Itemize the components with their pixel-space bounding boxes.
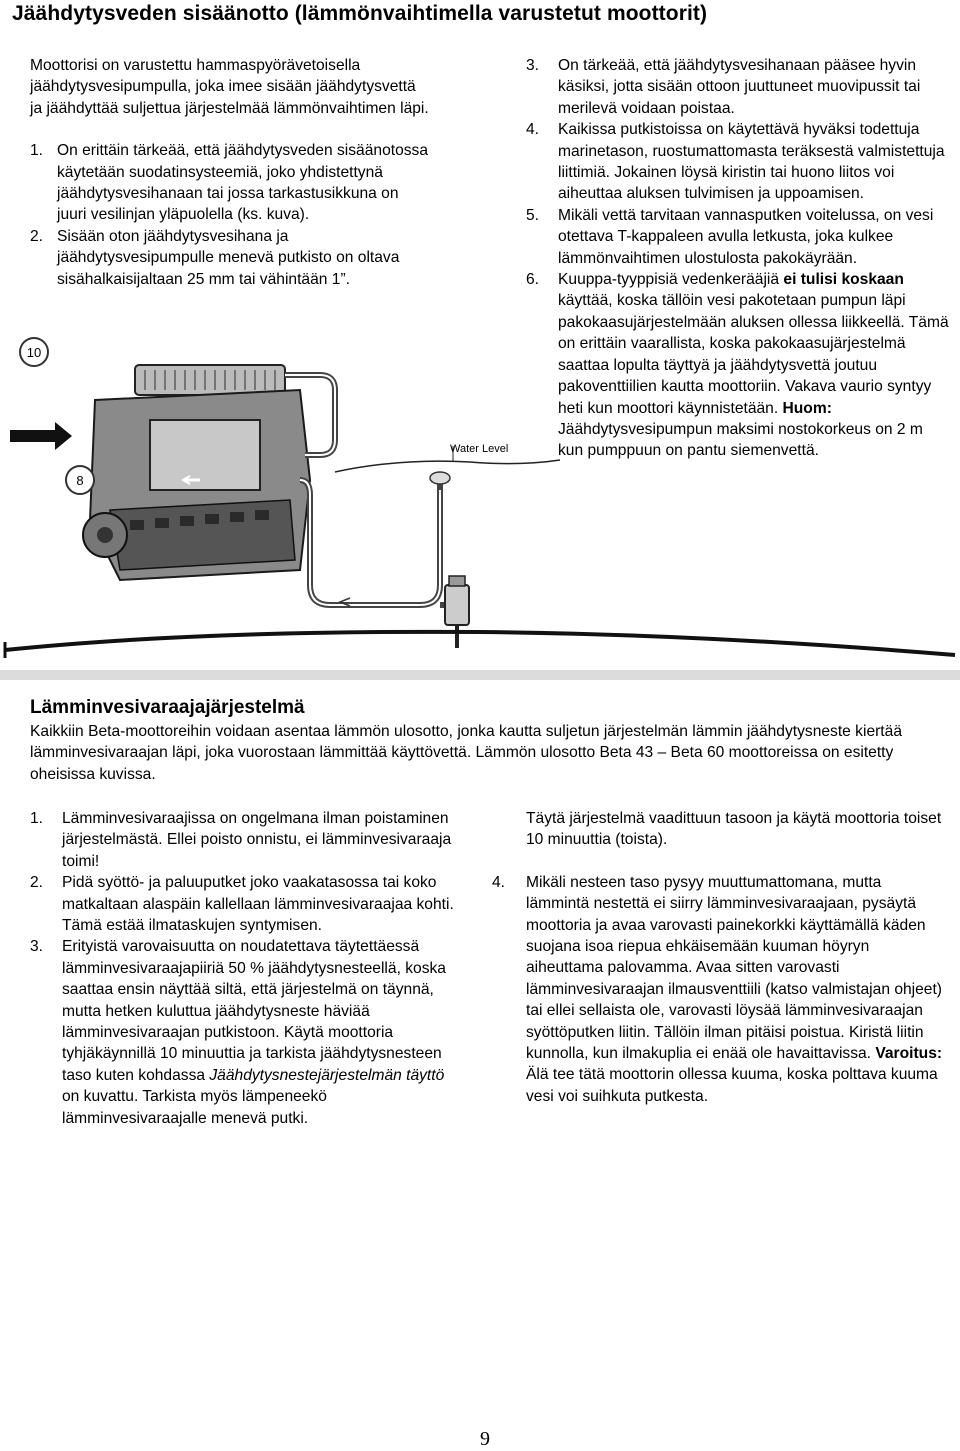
item-number: 4.	[526, 121, 540, 139]
text-run: Älä tee tätä moottorin ollessa kuuma, koska polttava kuuma vesi voi suihkuta putkesta.	[526, 1066, 938, 1105]
text-run: Kuuppa-tyyppisiä vedenkerääjiä	[558, 271, 784, 289]
item-number: 5.	[526, 206, 540, 224]
list-item	[526, 119, 951, 205]
numbered-list	[492, 872, 946, 1107]
item-text: Pidä syöttö- ja paluuputket joko vaakatasossa tai koko matkaltaan alaspäin kallellaan lämminvesivaraajaa kohti. Tämä estää ilmataskujen syntymisen.	[62, 874, 454, 935]
text-run: Erityistä varovaisuutta on noudatettava täytettäessä lämminvesivaraajapiiriä 50 % jäähdytysnesteellä, koska saattaa ensin näyttää siltä, että järjestelmä on täynnä, mutta hetken kuluttua jäähdytysneste häviää lämminvesivaraajan putkistoon. Käytä moottoria tyhjäkäynnillä 10 minuuttia ja tarkista jäähdytysnesteen taso kuten kohdassa	[62, 938, 446, 1084]
right-column	[492, 808, 946, 1107]
item-text: Lämminvesivaraajissa on ongelmana ilman poistaminen järjestelmästä. Ellei poisto onnistu, ei lämminvesivaraaja toimi!	[62, 810, 452, 870]
list-item	[526, 55, 951, 119]
item-number: 1.	[30, 810, 44, 827]
item-number: 2.	[30, 227, 44, 245]
item-number: 2.	[30, 874, 44, 892]
callout-10-label: 10	[26, 345, 42, 360]
item-text: Kaikissa putkistoissa on käytettävä hyväksi todettuja marinetason, ruostumattomasta teräksestä valmistettuja liittimiä. Jokainen löysä kiristin tai huono liitos voi aiheuttaa aluksen tulvimisen ja uppoamisen.	[558, 121, 945, 203]
list-item	[30, 226, 470, 290]
water-level-line	[335, 443, 560, 472]
left-column	[30, 808, 460, 1129]
item-text: Sisään oton jäähdytysvesihana ja jäähdytysvesipumpulle menevä putkisto on oltava sisähalkaisijaltaan 25 mm tai vähintään 1”.	[57, 227, 400, 288]
bold-text: Huom:	[782, 399, 832, 417]
intro-paragraph: Moottorisi on varustettu hammaspyörävetoisella jäähdytysvesipumpulla, joka imee sisään jäähdytysvettä ja jäähdyttää suljettua järjestelmää lämmönvaihtimen läpi.	[30, 57, 429, 117]
numbered-list	[30, 808, 460, 1129]
text-run: Jäähdytysvesipumpun maksimi nostokorkeus on 2 m kun pumppuun on pantu siemenvettä.	[558, 420, 923, 460]
item-number: 6.	[526, 271, 540, 289]
callout-8-icon	[66, 466, 94, 494]
section-title: Jäähdytysveden sisäänotto (lämmönvaihtimella varustetut moottorit)	[12, 2, 708, 25]
item-text: On tärkeää, että jäähdytysvesihanaan pääsee hyvin käsiksi, jotta sisään ottoon juuttuneet muovipussit tai merilevä voidaan poistaa.	[558, 57, 921, 117]
text-run: on kuvattu. Tarkista myös lämpeneekö lämminvesivaraajalle menevä putki.	[62, 1088, 327, 1127]
list-item	[30, 140, 470, 226]
list-item	[526, 205, 951, 269]
list-item	[30, 872, 460, 936]
item-number: 1.	[30, 142, 44, 160]
bold-text: ei tulisi koskaan	[783, 271, 904, 289]
bold-text: Varoitus:	[875, 1045, 943, 1063]
text-run: käyttää, koska tällöin vesi pakotetaan pumpun läpi pakokaasujärjestelmään aluksen ollessa liikkeellä. Tämä on erittäin vaarallista, koska pakokaasujärjestelmä saattaa lopulta täyttyä ja jäähdytysvettä joutuu pakoventtiilien kautta moottoriin. Vakava vaurio syntyy heti kun moottori käynnistetään.	[558, 292, 949, 417]
cooling-system-diagram	[0, 330, 960, 670]
italic-text: Jäähdytysnestejärjestelmän täyttö	[209, 1066, 445, 1084]
item-text: On erittäin tärkeää, että jäähdytysveden sisäänotossa käytetään suodatinsysteemiä, joko yhdistettynä jäähdytysvesihanaan tai jossa tarkastusikkuna on juuri vesilinjan yläpuolella (ks. kuva).	[57, 142, 429, 224]
water-level-label: Water Level	[450, 443, 509, 455]
list-item	[492, 872, 946, 1107]
spacer	[526, 851, 946, 872]
text-run: Mikäli nesteen taso pysyy muuttumattomana, mutta lämmintä nestettä ei siirry lämminvesivaraajaan, pysäytä moottoria ja avaa varovasti painekorkki käyttämällä käden suojana isoa riepua ehkäisemään kuuman höyryn aiheuttama palovamma. Avaa sitten varovasti lämminvesivaraajan ilmausventtiili (katso valmistajan ohjeet) tai ellei sellaista ole, varovasti löysää lämminvesivaraajan syöttöputken liitin. Tällöin ilman pitäisi poistua. Kiristä liitin kunnolla, kun ilmakuplia ei enää ole havaittavissa.	[526, 873, 942, 1063]
list-item	[30, 936, 460, 1129]
left-column	[30, 55, 470, 290]
page-number: 9	[480, 1428, 490, 1450]
item-number: 3.	[30, 938, 44, 956]
section-title: Lämminvesivaraajajärjestelmä	[30, 697, 305, 718]
item-number: 4.	[492, 873, 506, 891]
item-text	[526, 874, 942, 1105]
item-text: Mikäli vettä tarvitaan vannasputken voitelussa, on vesi otettava T-kappaleen avulla letkusta, joka kulkee lämmönvaihtimen ulostulosta pakokäyrään.	[558, 206, 934, 267]
section-divider	[0, 670, 960, 680]
callout-8-label: 8	[76, 473, 84, 488]
item-number: 3.	[526, 57, 540, 74]
list-item	[30, 808, 460, 872]
callout-10-icon	[20, 338, 48, 366]
item-text	[62, 938, 446, 1126]
continuation-paragraph: Täytä järjestelmä vaadittuun tasoon ja käytä moottoria toiset 10 minuuttia (toista).	[526, 810, 942, 849]
arrow-icon	[10, 422, 72, 450]
numbered-list	[30, 140, 470, 290]
intro-paragraph: Kaikkiin Beta-moottoreihin voidaan asentaa lämmön ulosotto, jonka kautta suljetun järjestelmän lämmin jäähdytysneste kiertää lämminvesivaraajan läpi, joka vuorostaan lämmittää käyttövettä. Lämmön ulosotto Beta 43 – Beta 60 moottoreissa on esitetty oheisissa kuvissa.	[30, 723, 902, 783]
